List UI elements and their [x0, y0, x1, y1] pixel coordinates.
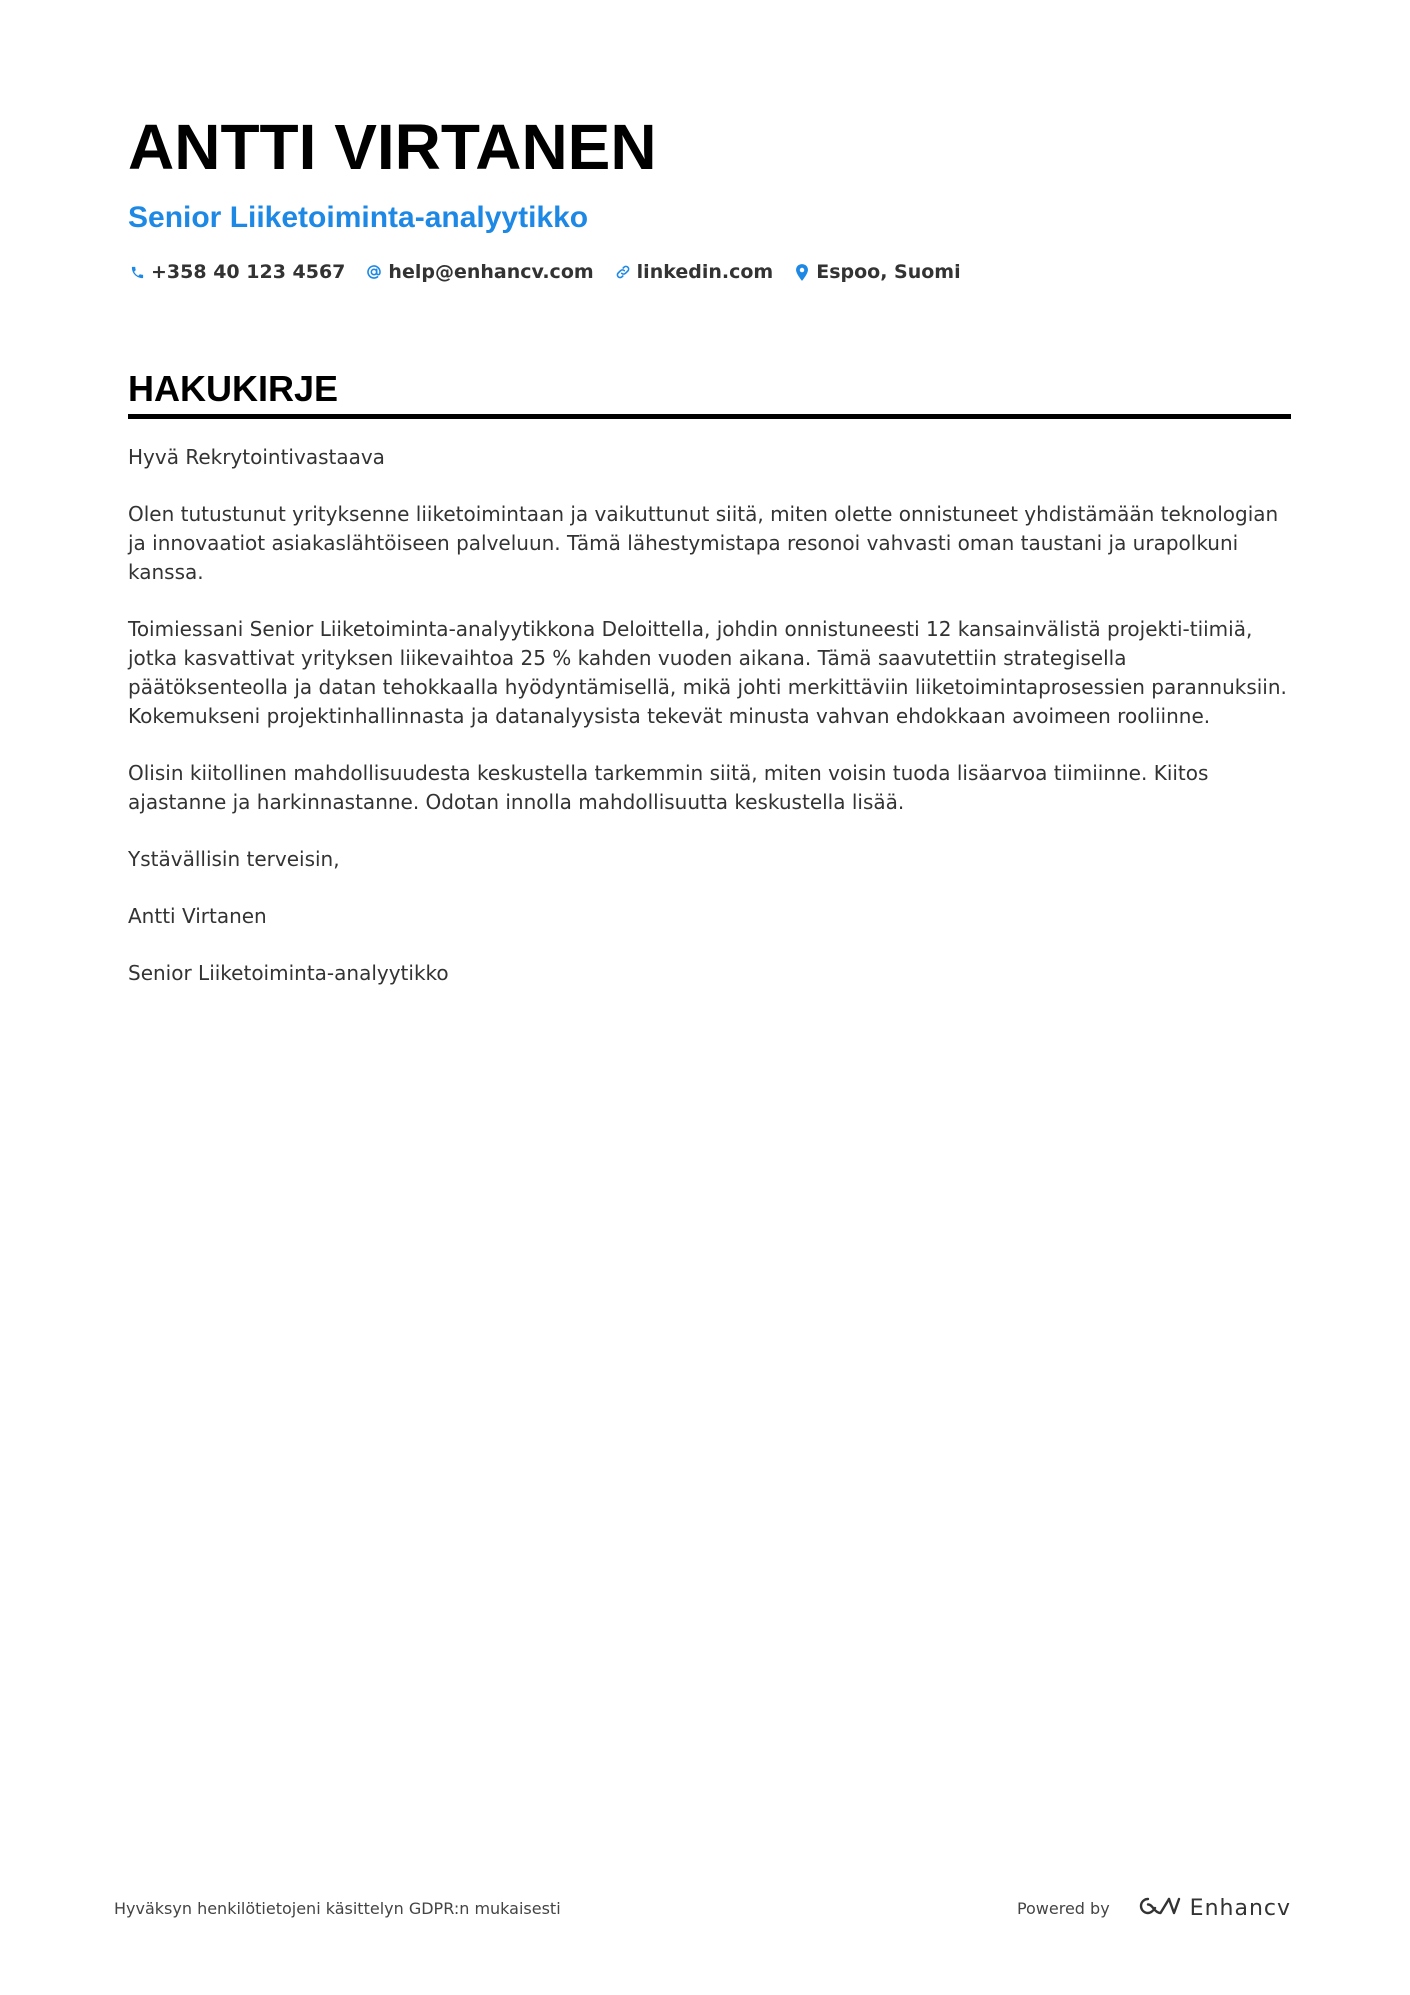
signature-name: Antti Virtanen: [128, 904, 267, 928]
email-text[interactable]: help@enhancv.com: [388, 261, 594, 283]
phone-text: +358 40 123 4567: [151, 261, 346, 283]
map-pin-icon: [793, 262, 811, 282]
phone-icon: [128, 262, 146, 282]
at-icon: [365, 262, 383, 282]
header: [128, 112, 1291, 286]
linkedin-text[interactable]: linkedin.com: [636, 261, 774, 283]
contact-phone: [128, 261, 345, 283]
powered-by-label: Powered by: [1016, 1898, 1110, 1918]
letter-section: [128, 368, 1291, 1016]
link-icon: [614, 262, 632, 282]
enhancv-logo[interactable]: [1136, 1894, 1291, 1922]
enhancv-logo-icon: [1136, 1894, 1182, 1922]
gdpr-consent-text: Hyväksyn henkilötietojeni käsittelyn GDPR:n mukaisesti: [114, 1898, 561, 1918]
footer: [114, 1893, 1291, 1923]
location-text: Espoo, Suomi: [816, 261, 961, 283]
section-divider: [128, 414, 1291, 419]
letter-paragraph: Olisin kiitollinen mahdollisuudesta keskustella tarkemmin siitä, miten voisin tuoda lisäarvoa tiimiinne. Kiitos ajastanne ja harkinnastanne. Odotan innolla mahdollisuutta keskustella lisää.: [128, 761, 1209, 814]
contact-location: [793, 261, 960, 283]
brand-name: Enhancv: [1189, 1895, 1291, 1921]
letter-paragraph: Toimiessani Senior Liiketoiminta-analyytikkona Deloittella, johdin onnistuneesti 12 kansainvälistä projekti-tiimiä, jotka kasvattivat yrityksen liikevaihtoa 25 % kahden vuoden aikana. Tämä saavutettiin strategisella päätöksenteolla ja datan tehokkaalla hyödyntämisellä, mikä johti merkittäviin liiketoimintaprosessien parannuksiin. Kokemukseni projektinhallinnasta ja datanalyysista tekevät minusta vahvan ehdokkaan avoimeen rooliinne.: [128, 617, 1287, 728]
letter-body: [128, 443, 1291, 988]
letter-greeting: Hyvä Rekrytointivastaava: [128, 445, 385, 469]
applicant-name: ANTTI VIRTANEN: [128, 111, 657, 183]
letter-paragraph: Olen tutustunut yrityksenne liiketoimintaan ja vaikuttunut siitä, miten olette onnistuneet yhdistämään teknologian ja innovaatiot asiakaslähtöiseen palveluun. Tämä lähestymistapa resonoi vahvasti oman taustani ja urapolkuni kanssa.: [128, 502, 1279, 584]
contact-email[interactable]: [365, 261, 593, 283]
letter-closing: Ystävällisin terveisin,: [128, 847, 340, 871]
signature-title: Senior Liiketoiminta-analyytikko: [128, 961, 449, 985]
contact-linkedin[interactable]: [614, 261, 774, 283]
section-title: HAKUKIRJE: [128, 368, 339, 409]
applicant-title: Senior Liiketoiminta-analyytikko: [128, 201, 589, 234]
powered-by[interactable]: [1017, 1894, 1291, 1922]
contact-row: [128, 258, 1291, 286]
